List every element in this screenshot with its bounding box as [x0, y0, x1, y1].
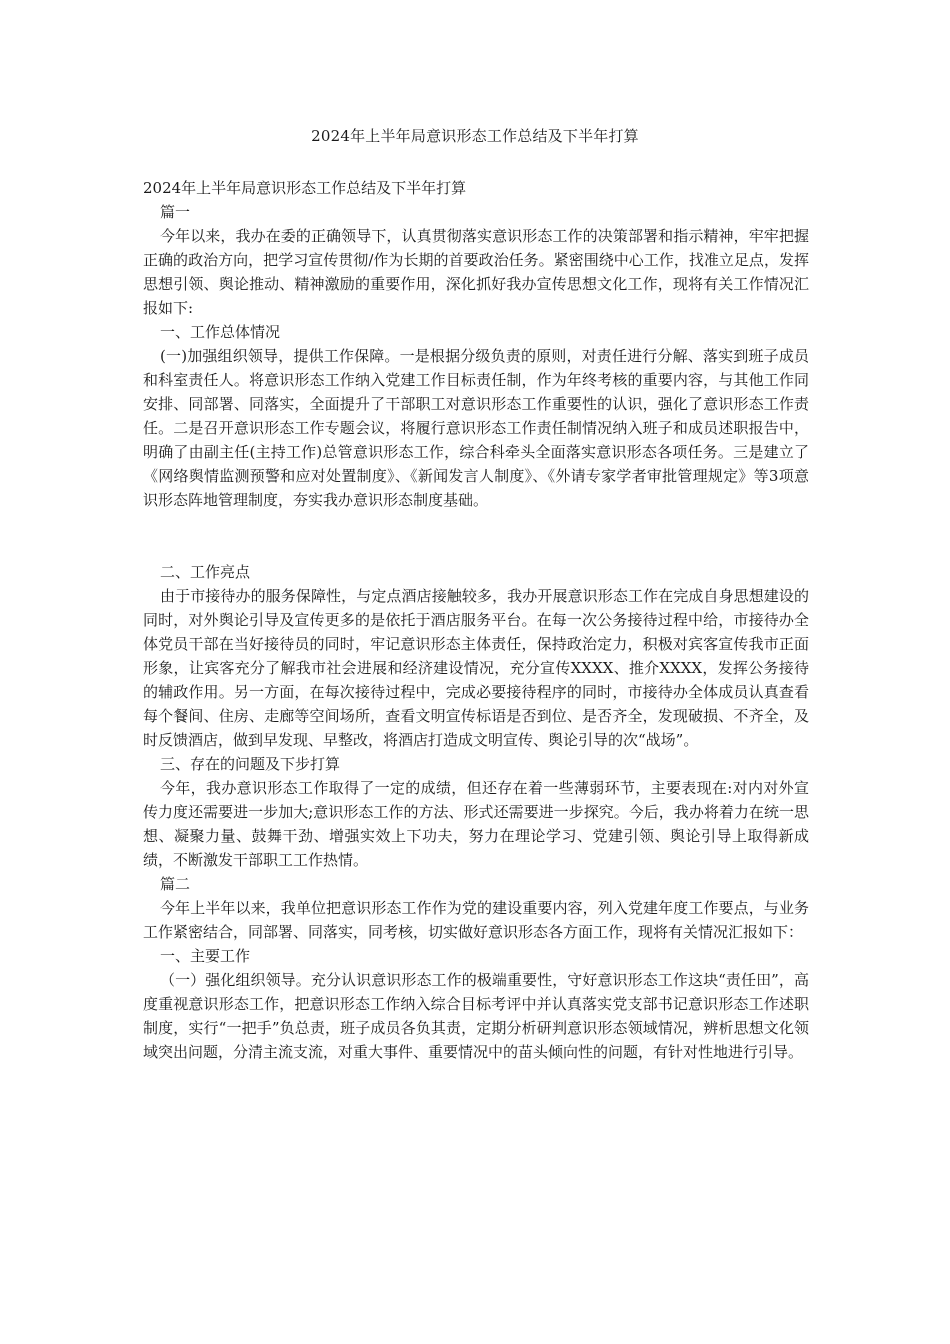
part-one-intro-paragraph: 今年以来，我办在委的正确领导下，认真贯彻落实意识形态工作的决策部署和指示精神，牢牢把握正确的政治方向，把学习宣传贯彻/作为长期的首要政治任务。紧密围绕中心工作，找准立足点，发挥思想引领、舆论推动、精神激励的重要作用，深化抓好我办宣传思想文化工作，现将有关工作情况汇报如下: [143, 227, 809, 317]
part-one-section1-heading: 一、工作总体情况 [160, 323, 281, 341]
part-one-section2-paragraph: 由于市接待办的服务保障性，与定点酒店接触较多，我办开展意识形态工作在完成自身思想建设的同时，对外舆论引导及宣传更多的是依托于酒店服务平台。在每一次公务接待过程中给，市接待办全体党员干部在当好接待员的同时，牢记意识形态主体责任，保持政治定力，积极对宾客宣传我市正面形象，让宾客充分了解我市社会进展和经济建设情况，充分宣传XXXX、推介XXXX，发挥公务接待的辅政作用。另一方面，在每次接待过程中，完成必要接待程序的同时，市接待办全体成员认真查看每个餐间、住房、走廊等空间场所，查看文明宣传标语是否到位、是否齐全，发现破损、不齐全，及时反馈酒店，做到早发现、早整改，将酒店打造成文明宣传、舆论引导的次“战场”。 [143, 587, 809, 749]
part-one-section1-paragraph: (一)加强组织领导，提供工作保障。一是根据分级负责的原则，对责任进行分解、落实到班子成员和科室责任人。将意识形态工作纳入党建工作目标责任制，作为年终考核的重要内容，与其他工作同安排、同部署、同落实，全面提升了干部职工对意识形态工作重要性的认识，强化了意识形态工作责任。二是召开意识形态工作专题会议，将履行意识形态工作责任制情况纳入班子和成员述职报告中，明确了由副主任(主持工作)总管意识形态工作，综合科牵头全面落实意识形态各项任务。三是建立了《网络舆情监测预警和应对处置制度》、《新闻发言人制度》、《外请专家学者审批管理规定》等3项意识形态阵地管理制度，夯实我办意识形态制度基础。 [143, 347, 809, 509]
document-body [143, 176, 809, 1064]
part-one-section2-heading: 二、工作亮点 [160, 563, 251, 581]
part-one-label: 篇一 [160, 203, 191, 221]
part-two-label: 篇二 [160, 875, 191, 893]
part-one-section3-heading: 三、存在的问题及下步打算 [160, 755, 341, 773]
part-one-section3-paragraph: 今年，我办意识形态工作取得了一定的成绩，但还存在着一些薄弱环节，主要表现在:对内对外宣传力度还需要进一步加大;意识形态工作的方法、形式还需要进一步探究。今后，我办将着力在统一思想、凝聚力量、鼓舞干劲、增强实效上下功夫，努力在理论学习、党建引领、舆论引导上取得新成绩，不断激发干部职工工作热情。 [143, 779, 809, 869]
part-two-section1-paragraph: （一）强化组织领导。充分认识意识形态工作的极端重要性，守好意识形态工作这块“责任田”，高度重视意识形态工作，把意识形态工作纳入综合目标考评中并认真落实党支部书记意识形态工作述职制度，实行“一把手”负总责，班子成员各负其责，定期分析研判意识形态领域情况，辨析思想文化领域突出问题，分清主流支流，对重大事件、重要情况中的苗头倾向性的问题，有针对性地进行引导。 [143, 971, 809, 1061]
blank-gap [143, 512, 809, 560]
part-two-section1-heading: 一、主要工作 [160, 947, 251, 965]
document-title: 2024年上半年局意识形态工作总结及下半年打算 [311, 127, 639, 145]
document-subtitle: 2024年上半年局意识形态工作总结及下半年打算 [143, 179, 467, 197]
part-two-intro-paragraph: 今年上半年以来，我单位把意识形态工作作为党的建设重要内容，列入党建年度工作要点，与业务工作紧密结合，同部署、同落实，同考核，切实做好意识形态各方面工作，现将有关情况汇报如下： [143, 899, 809, 941]
